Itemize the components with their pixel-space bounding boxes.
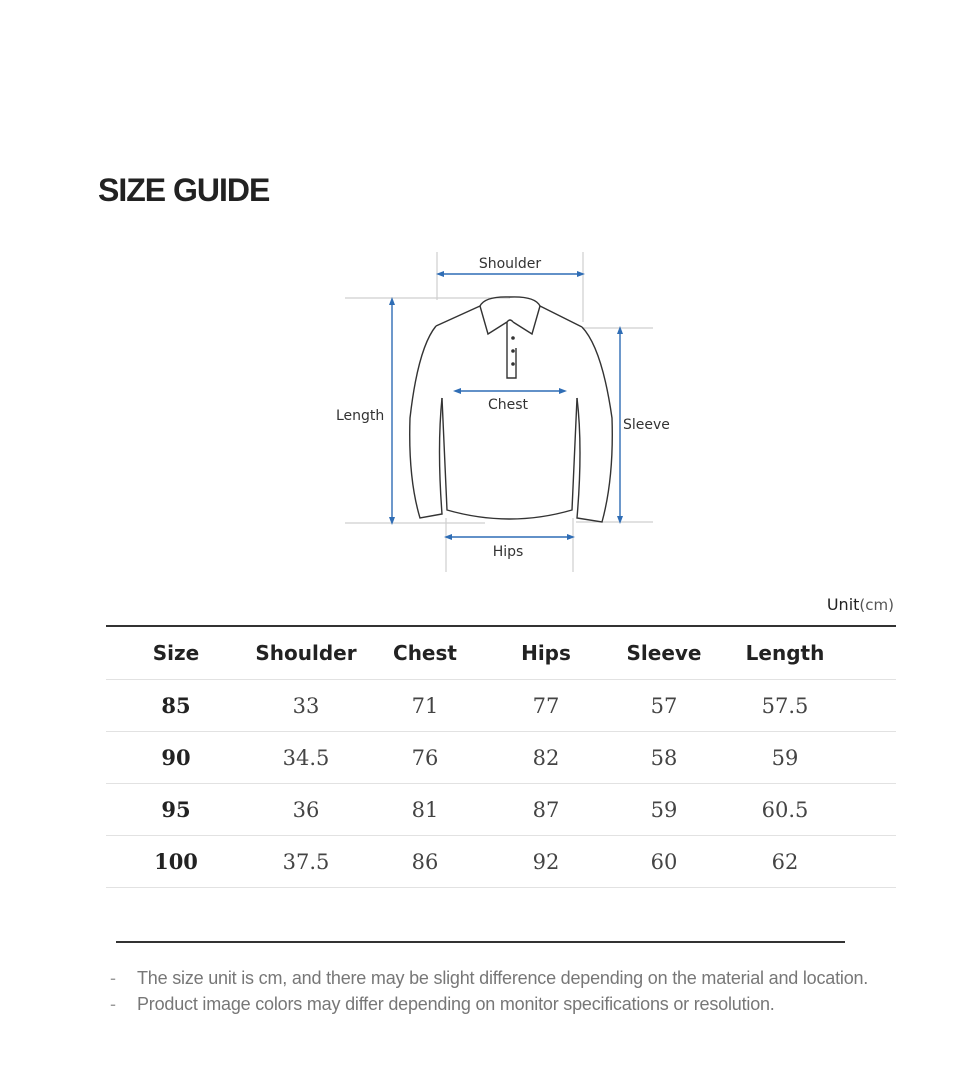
note-text: Product image colors may differ depending on monitor specifications or resolution. xyxy=(137,994,775,1014)
size-cell: 85 xyxy=(106,680,246,732)
hips-cell: 92 xyxy=(484,836,608,888)
size-cell: 90 xyxy=(106,732,246,784)
note-bullet: - xyxy=(110,994,116,1014)
sleeve-cell: 59 xyxy=(608,784,720,836)
shoulder-label: Shoulder xyxy=(478,256,542,272)
header-spacer xyxy=(850,626,896,680)
spacer-cell xyxy=(850,732,896,784)
length-cell: 60.5 xyxy=(720,784,850,836)
chest-cell: 81 xyxy=(366,784,484,836)
chest-label: Chest xyxy=(487,397,529,413)
size-cell: 95 xyxy=(106,784,246,836)
note-item xyxy=(110,991,868,1017)
note-text: The size unit is cm, and there may be slight difference depending on the material and location. xyxy=(137,968,869,988)
table-bottom-rule xyxy=(116,941,845,943)
spacer-cell xyxy=(850,836,896,888)
hips-label: Hips xyxy=(492,544,524,560)
unit-label xyxy=(827,595,894,614)
sleeve-cell: 60 xyxy=(608,836,720,888)
chest-cell: 86 xyxy=(366,836,484,888)
header-chest: Chest xyxy=(366,626,484,680)
sleeve-cell: 57 xyxy=(608,680,720,732)
shoulder-cell: 37.5 xyxy=(246,836,366,888)
length-cell: 59 xyxy=(720,732,850,784)
hips-cell: 82 xyxy=(484,732,608,784)
length-label: Length xyxy=(336,408,385,424)
garment-diagram xyxy=(330,248,670,578)
hips-cell: 77 xyxy=(484,680,608,732)
sleeve-cell: 58 xyxy=(608,732,720,784)
table-row xyxy=(106,784,896,836)
spacer-cell xyxy=(850,680,896,732)
unit-prefix: Unit xyxy=(826,595,860,614)
shoulder-cell: 34.5 xyxy=(246,732,366,784)
unit-value: (cm) xyxy=(859,596,894,614)
shoulder-cell: 36 xyxy=(246,784,366,836)
size-cell: 100 xyxy=(106,836,246,888)
notes-list xyxy=(110,965,868,1017)
chest-cell: 71 xyxy=(366,680,484,732)
size-table xyxy=(106,625,896,888)
chest-cell: 76 xyxy=(366,732,484,784)
length-cell: 57.5 xyxy=(720,680,850,732)
header-sleeve: Sleeve xyxy=(608,626,720,680)
table-row xyxy=(106,836,896,888)
header-length: Length xyxy=(720,626,850,680)
shoulder-cell: 33 xyxy=(246,680,366,732)
header-hips: Hips xyxy=(484,626,608,680)
length-cell: 62 xyxy=(720,836,850,888)
note-item xyxy=(110,965,868,991)
buttons-placket xyxy=(511,336,515,366)
table-header-row xyxy=(106,626,896,680)
header-shoulder: Shoulder xyxy=(246,626,366,680)
note-bullet: - xyxy=(110,968,116,988)
table-row xyxy=(106,680,896,732)
hips-cell: 87 xyxy=(484,784,608,836)
sleeve-label: Sleeve xyxy=(623,417,670,433)
header-size: Size xyxy=(106,626,246,680)
spacer-cell xyxy=(850,784,896,836)
page-title: SIZE GUIDE xyxy=(98,172,270,208)
table-row xyxy=(106,732,896,784)
